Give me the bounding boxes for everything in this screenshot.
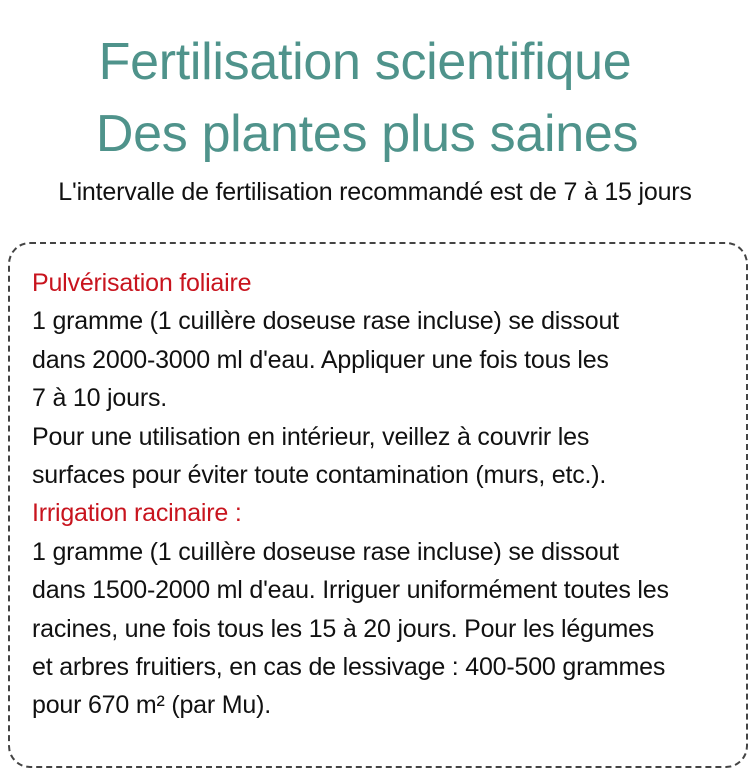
foliar-spray-heading: Pulvérisation foliaire (32, 269, 252, 297)
instructions-content (32, 264, 748, 725)
root-text-line: racines, une fois tous les 15 à 20 jours. Pour les légumes (32, 614, 655, 643)
foliar-text-line: dans 2000-3000 ml d'eau. Appliquer une fois tous les (32, 345, 609, 374)
root-text-line: dans 1500-2000 ml d'eau. Irriguer uniformément toutes les (32, 576, 669, 605)
root-text-line: et arbres fruitiers, en cas de lessivage : 400-500 grammes (32, 652, 666, 681)
root-irrigation-heading: Irrigation racinaire : (32, 499, 242, 528)
page-title-line-2: Des plantes plus saines (95, 105, 639, 163)
foliar-text-line: Pour une utilisation en intérieur, veillez à couvrir les (32, 422, 590, 451)
foliar-text-line: 7 à 10 jours. (32, 384, 167, 413)
interval-subtitle: L'intervalle de fertilisation recommandé est de 7 à 15 jours (58, 178, 692, 206)
foliar-text-line: 1 gramme (1 cuillère doseuse rase incluse) se dissout (32, 307, 619, 336)
foliar-text-line: surfaces pour éviter toute contamination (murs, etc.). (32, 460, 607, 489)
root-text-line: 1 gramme (1 cuillère doseuse rase incluse) se dissout (32, 537, 619, 566)
page-title-line-1: Fertilisation scientifique (98, 33, 632, 91)
root-text-line: pour 670 m² (par Mu). (32, 691, 271, 720)
